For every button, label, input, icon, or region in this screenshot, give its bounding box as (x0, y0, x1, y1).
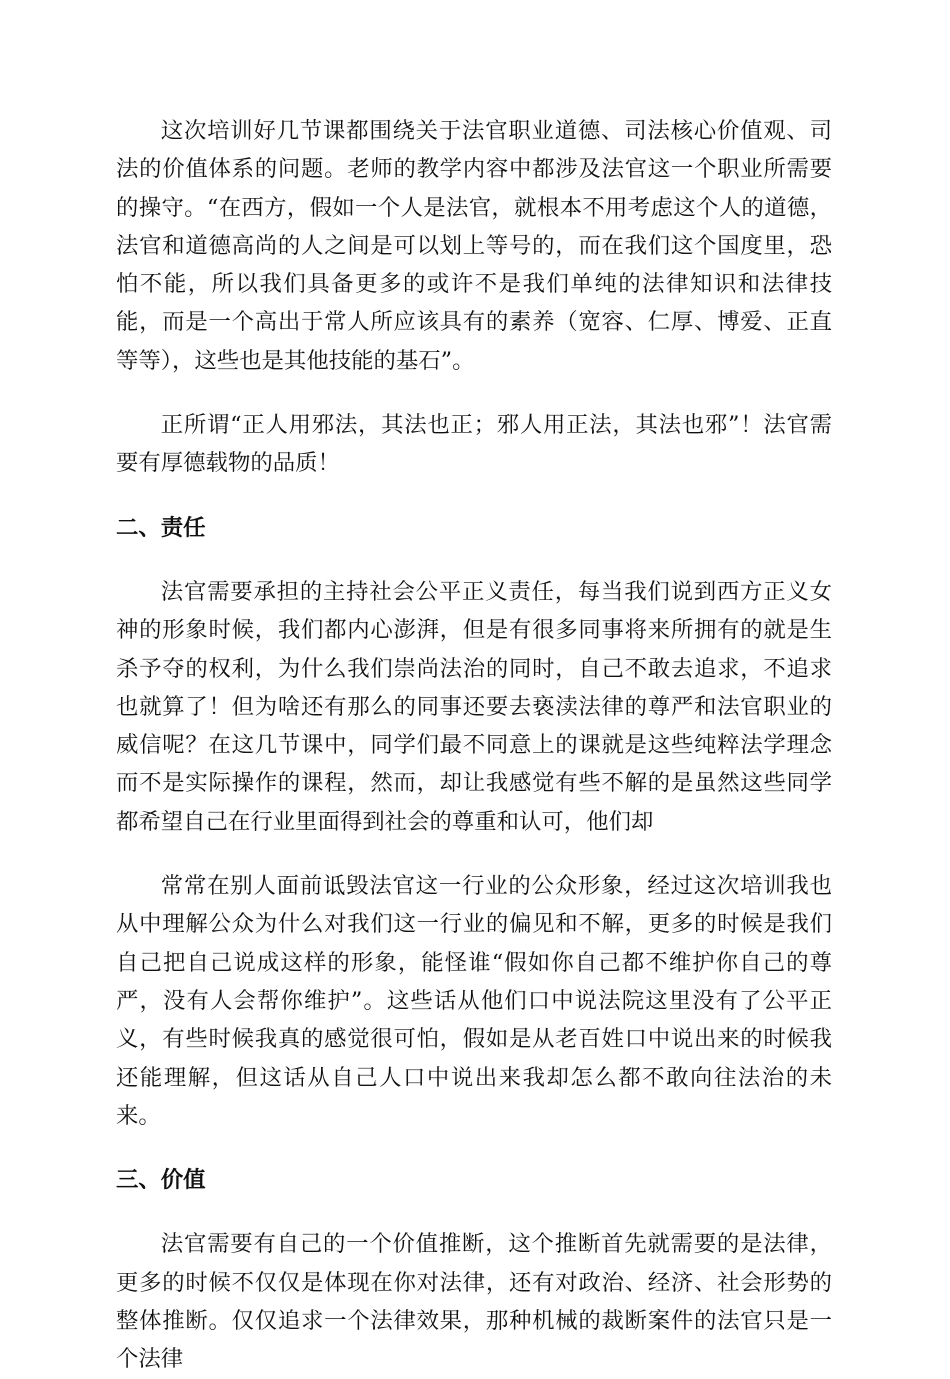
document-page (116, 112, 832, 1379)
spacer (116, 380, 832, 406)
paragraph-ethics-intro: 这次培训好几节课都围绕关于法官职业道德、司法核心价值观、司法的价值体系的问题。老师的教学内容中都涉及法官这一个职业所需要的操守。“在西方，假如一个人是法官，就根本不用考虑这个人的道德，法官和道德高尚的人之间是可以划上等号的，而在我们这个国度里，恐怕不能，所以我们具备更多的或许不是我们单纯的法律知识和法律技能，而是一个高出于常人所应该具有的素养（宽容、仁厚、博爱、正直等等），这些也是其他技能的基石”。 (116, 118, 832, 374)
section-heading-value: 三、价值 (116, 1167, 206, 1194)
paragraph-public-image: 常常在别人面前诋毁法官这一行业的公众形象，经过这次培训我也从中理解公众为什么对我们这一行业的偏见和不解，更多的时候是我们自己把自己说成这样的形象，能怪谁“假如你自己都不维护你自己的尊严，没有人会帮你维护”。这些话从他们口中说法院这里没有了公平正义，有些时候我真的感觉很可怕，假如是从老百姓口中说出来的时候我还能理解，但这话从自己人口中说出来我却怎么都不敢向往法治的未来。 (116, 873, 832, 1129)
paragraph-ethics-quote: 正所谓“正人用邪法，其法也正；邪人用正法，其法也邪”！法官需要有厚德载物的品质！ (116, 412, 832, 477)
paragraph-value: 法官需要有自己的一个价值推断，这个推断首先就需要的是法律，更多的时候不仅仅是体现在你对法律，还有对政治、经济、社会形势的整体推断。仅仅追求一个法律效果，那种机械的裁断案件的法官只是一个法律 (116, 1231, 832, 1373)
paragraph-responsibility: 法官需要承担的主持社会公平正义责任，每当我们说到西方正义女神的形象时候，我们都内心澎湃，但是有很多同事将来所拥有的就是生杀予夺的权利，为什么我们崇尚法治的同时，自己不敢去追求，不追求也就算了！但为啥还有那么的同事还要去亵渎法律的尊严和法官职业的威信呢？在这几节课中，同学们最不同意上的课就是这些纯粹法学理念而不是实际操作的课程，然而，却让我感觉有些不解的是虽然这些同学都希望自己在行业里面得到社会的尊重和认可，他们却 (116, 578, 832, 835)
spacer (116, 1135, 832, 1161)
spacer (116, 1199, 832, 1225)
spacer (116, 547, 832, 573)
spacer (116, 483, 832, 509)
section-heading-responsibility: 二、责任 (116, 514, 206, 541)
spacer (116, 841, 832, 867)
